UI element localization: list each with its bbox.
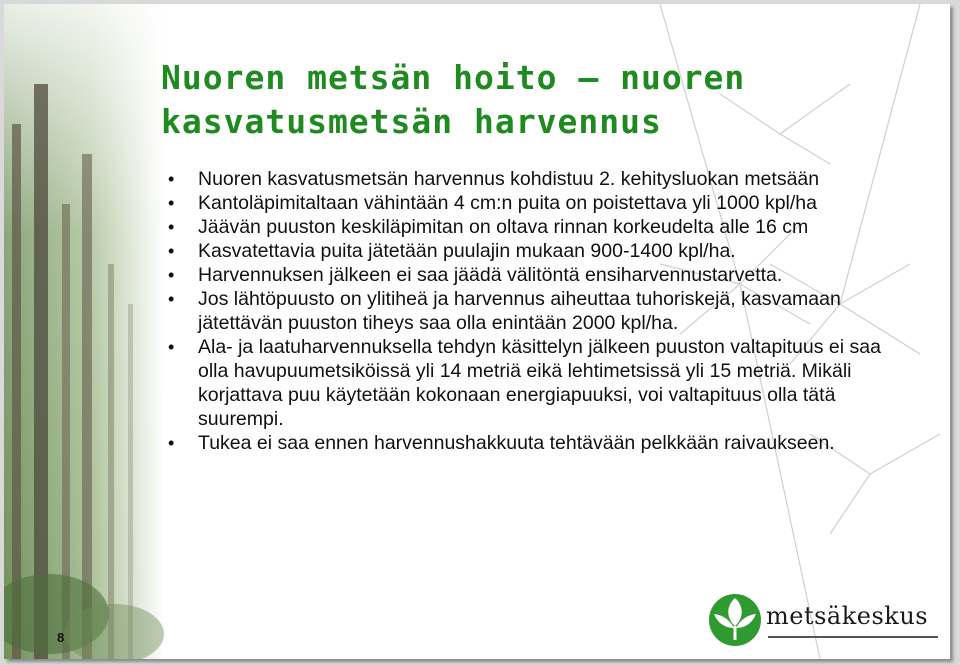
bullet-item: • Kasvatettavia puita jätetään puulajin mukaan 900-1400 kpl/ha. bbox=[162, 239, 882, 263]
slide bbox=[4, 4, 950, 659]
bullet-item: • Jäävän puuston keskiläpimitan on oltava rinnan korkeudelta alle 16 cm bbox=[162, 215, 882, 239]
bullet-item: • Jos lähtöpuusto on ylitiheä ja harvennus aiheuttaa tuhoriskejä, kasvamaan jätettävän puuston tiheys saa olla enintään 2000 kpl/ha. bbox=[162, 287, 882, 335]
bullet-item: • Kantoläpimitaltaan vähintään 4 cm:n puita on poistettava yli 1000 kpl/ha bbox=[162, 191, 882, 215]
page-number: 8 bbox=[57, 630, 65, 645]
forest-background-image bbox=[4, 4, 164, 659]
logo-underline bbox=[768, 636, 938, 638]
bullet-item: • Harvennuksen jälkeen ei saa jäädä välitöntä ensiharvennustarvetta. bbox=[162, 263, 882, 287]
slide-title: Nuoren metsän hoito – nuoren kasvatusmetsän harvennus bbox=[161, 58, 746, 141]
bullet-item: • Nuoren kasvatusmetsän harvennus kohdistuu 2. kehitysluokan metsään bbox=[162, 167, 882, 191]
logo-text: metsäkeskus bbox=[766, 602, 929, 630]
bullet-item: • Tukea ei saa ennen harvennushakkuuta tehtävään pelkkään raivaukseen. bbox=[162, 431, 882, 455]
bullet-list bbox=[162, 167, 882, 455]
bullet-item: • Ala- ja laatuharvennuksella tehdyn käsittelyn jälkeen puuston valtapituus ei saa olla havupuumetsiköissä yli 14 metriä eikä lehtimetsissä yli 15 metriä. Mikäli korjattava puu käytetään kokonaan energiapuuksi, voi valtapituus olla tätä suurempi. bbox=[162, 335, 882, 431]
